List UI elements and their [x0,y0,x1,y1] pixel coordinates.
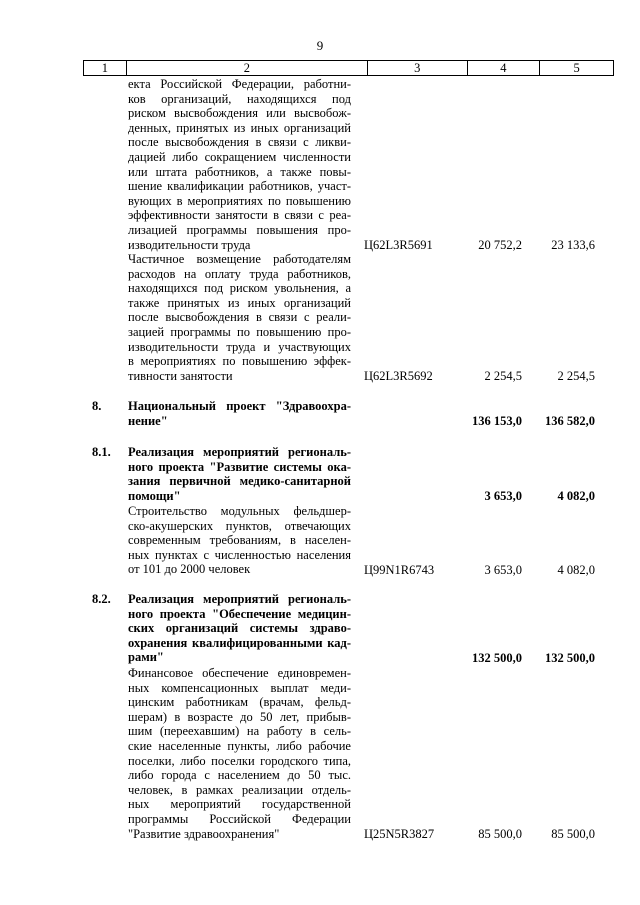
text-line: лизацией программы повышения про- [128,222,351,237]
value-col-5: 23 133,6 [551,238,595,252]
text-line: шим (переехавшим) на работу в сель- [128,724,351,739]
value-col-4: 85 500,0 [478,827,522,841]
text-line: цинским работникам (врачам, фельд- [128,695,351,710]
budget-code: Ц62L3R5691 [364,238,433,252]
section-number: 8.2. [92,592,111,606]
value-col-5: 85 500,0 [551,827,595,841]
text-line: вующих в мероприятиях по повышению [128,193,351,208]
header-col-1: 1 [84,61,127,75]
budget-code: Ц62L3R5692 [364,369,433,383]
text-line: расходов на оплату труда работников, [128,266,351,281]
text-line: помощи" [128,488,181,503]
text-line: Реализация мероприятий региональ- [128,592,351,606]
value-col-4: 136 153,0 [472,414,522,428]
text-line: ских организаций системы здраво- [128,621,351,636]
text-line: современным требованиям, в населен- [128,533,351,548]
text-line: Частичное возмещение работодателям [128,252,351,266]
budget-code: Ц25N5R3827 [364,827,435,841]
text-line: или штата работников, а также повы- [128,164,351,179]
value-col-5: 4 082,0 [557,489,595,503]
text-line: екта Российской Федерации, работни- [128,77,351,91]
row-text-3 [128,504,351,577]
text-line: после высвобождения в связи с реали- [128,310,351,325]
text-line: рами" [128,650,164,665]
text-line: находящихся под риском увольнения, а [128,281,351,296]
value-col-4: 2 254,5 [484,369,522,383]
text-line: "Развитие здравоохранения" [128,826,280,841]
header-col-2: 2 [127,61,368,75]
value-col-5: 132 500,0 [545,651,595,665]
value-col-4: 132 500,0 [472,651,522,665]
section-title [128,445,351,503]
header-col-4: 4 [468,61,541,75]
text-line: зания первичной медико-санитарной [128,474,351,489]
text-line: либо города с населением до 50 тыс. [128,768,351,783]
text-line: после высвобождения в связи с ликви- [128,135,351,150]
section-title [128,592,351,665]
value-col-5: 136 582,0 [545,414,595,428]
text-line: ного проекта "Развитие системы ока- [128,459,351,474]
budget-code: Ц99N1R6743 [364,563,435,577]
text-line: Национальный проект "Здравоохра- [128,399,351,413]
text-line: денных, принятых из иных организаций [128,120,351,135]
text-line: Реализация мероприятий региональ- [128,445,351,459]
text-line: Финансовое обеспечение единовремен- [128,666,351,680]
text-line: риском высвобождения или высвобож- [128,106,351,121]
text-line: также принятых из иных организаций [128,295,351,310]
text-line: программы Российской Федерации [128,811,351,826]
text-line: зацией программы по повышению про- [128,324,351,339]
header-col-5: 5 [573,61,580,75]
row-text-4 [128,666,351,841]
text-line: в мероприятиях по повышению эффек- [128,354,351,369]
table-header [83,60,614,76]
value-col-5: 2 254,5 [557,369,595,383]
text-line: ных компенсационных выплат меди- [128,680,351,695]
section-number: 8. [92,399,102,413]
text-line: ных пунктах с численностью населения [128,547,351,562]
text-line: изводительности труда и участвующих [128,339,351,354]
text-line: шерам) в возрасте до 50 лет, прибыв- [128,709,351,724]
value-col-4: 3 653,0 [484,489,522,503]
text-line: ков организаций, находящихся под [128,91,351,106]
value-col-4: 20 752,2 [478,238,522,252]
text-line: эффективности занятости в связи с реа- [128,208,351,223]
text-line: охранения квалифицированными кад- [128,635,351,650]
text-line: от 101 до 2000 человек [128,562,251,577]
text-line: изводительности труда [128,237,251,252]
text-line: ного проекта "Обеспечение медицин- [128,606,351,621]
section-title [128,399,351,428]
text-line: поселки, либо поселки городского типа, [128,753,351,768]
text-line: нение" [128,413,168,428]
value-col-4: 3 653,0 [484,563,522,577]
text-line: Строительство модульных фельдшер- [128,504,351,518]
text-line: ных мероприятий государственной [128,797,351,812]
row-text-2 [128,252,351,383]
value-col-5: 4 082,0 [557,563,595,577]
row-text-1 [128,77,351,252]
text-line: человек, в рамках реализации отдель- [128,782,351,797]
text-line: тивности занятости [128,368,233,383]
text-line: дацией либо сокращением численности [128,149,351,164]
page-number: 9 [316,38,324,53]
text-line: ско-акушерских пунктов, отвечающих [128,518,351,533]
text-line: шение квалификации работников, участ- [128,179,351,194]
text-line: ские населенные пункты, либо рабочие [128,738,351,753]
section-number: 8.1. [92,445,111,459]
header-col-3: 3 [368,61,468,75]
